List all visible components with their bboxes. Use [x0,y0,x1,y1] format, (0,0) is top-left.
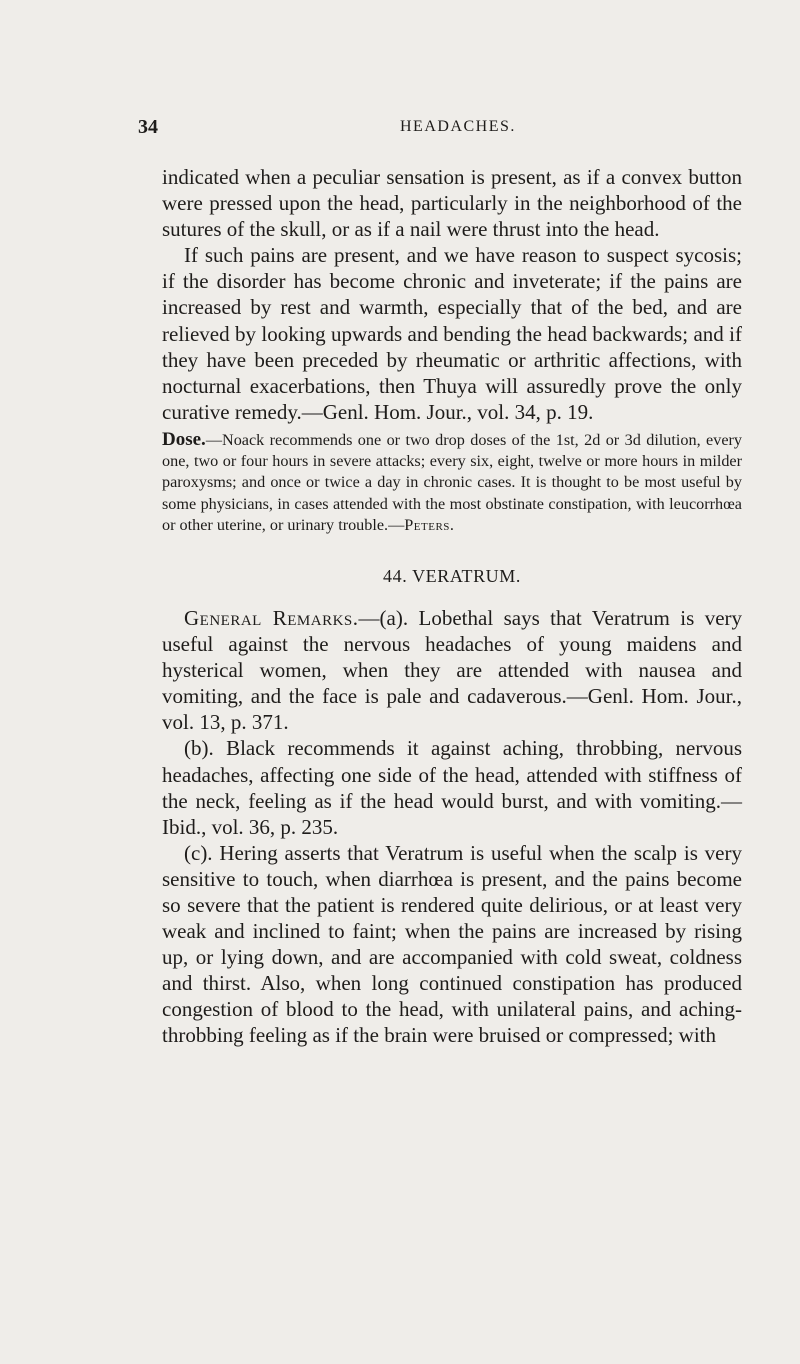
dose-paragraph [162,429,742,536]
remark-b-paragraph [162,735,742,839]
dose-author: Peters. [404,515,455,534]
continuation-paragraph: indicated when a peculiar sensation is present, as if a convex button were pressed upon the head, particularly in the neighborhood of the sutures of the skull, or as if a nail were thrust into the head. [162,165,742,242]
page-number: 34 [138,116,158,138]
thuya-paragraph: If such pains are present, and we have reason to suspect sycosis; if the disorder has become chronic and inveterate; if the pains are increased by rest and warmth, especially that of the bed, and are relieved by looking upwards and bending the head backwards; and if they have been preceded by rheumatic or arthritic affections, with nocturnal exacerbations, then Thuya will assuredly prove the only curative remedy.—Genl. Hom. Jour., vol. 34, p. 19. [162,243,742,424]
body-text [162,164,742,1049]
remark-a-text: Lobethal says that Veratrum is very useful against the nervous headaches of young maidens and hysterical women, when they are attended with nausea and vomiting, and the face is pale and cadaverous.—Genl. Hom. Jour., vol. 13, p. 371. [162,605,743,735]
remark-b-label: (b). [184,736,214,761]
remark-a-paragraph [162,605,742,735]
running-head: HEADACHES. [400,118,516,135]
remark-b-text: Black recommends it against aching, throbbing, nervous headaches, affecting one side of the head, attended with stiffness of the neck, feeling as if the head would burst, and with vomiting.—Ibid., vol. 36, p. 235. [162,736,742,839]
remark-c-paragraph [162,840,742,1049]
dose-text: —Noack recommends one or two drop doses of the 1st, 2d or 3d dilution, every one, two or four hours in severe attacks; every six, eight, twelve or more hours in milder paroxysms; and once or twice a day in chronic cases. It is thought to be most useful by some physicians, in cases attended with the most obstinate constipation, with leucorrhœa or other uterine, or urinary trouble.— [162,430,742,534]
remark-c-label: (c). [184,840,213,865]
dose-heading: Dose. [162,428,206,450]
general-remarks-heading: General Remarks. [184,605,359,630]
remark-a-label: —(a). [358,605,409,630]
section-title: 44. VERATRUM. [383,565,521,586]
page-header [138,116,748,140]
remark-c-text: Hering asserts that Veratrum is useful when the scalp is very sensitive to touch, when diarrhœa is present, and the pains become so severe that the patient is rendered quite delirious, or at least very weak and inclined to faint; when the pains are increased by rising up, or lying down, and are accompanied with cold sweat, coldness and thirst. Also, when long continued constipation has produced congestion of blood to the head, with unilateral pains, and aching-throbbing feeling as if the brain were bruised or compressed; with [162,840,742,1048]
